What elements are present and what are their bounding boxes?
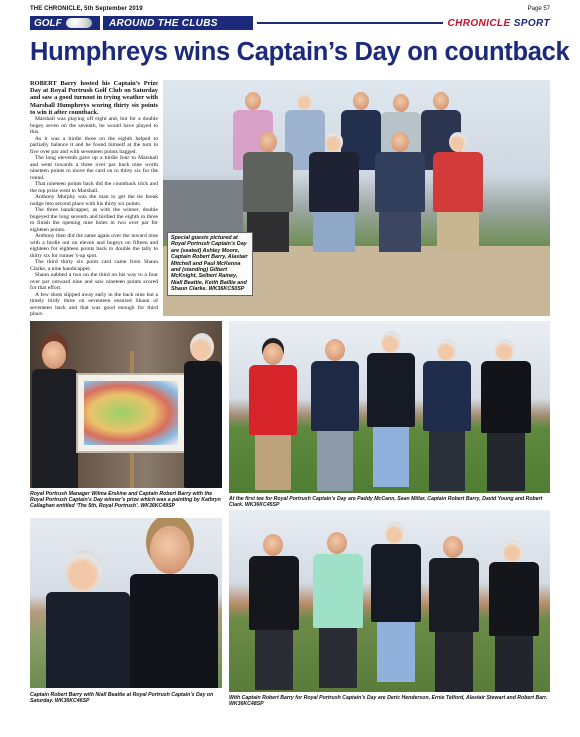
brand-word-sport: SPORT [513,17,550,29]
photo-prize-painting [30,321,222,488]
photo-caption-overlay: Special guests pictured at Royal Portrush Captain’s Day are (seated) Ashley Moore, Captain Robert Barry, Alastair Mitchell and Paul McKenna and (standing) Gilbert McKnight, Selbert Rainey, Niall Beattie, Keith Baillie and Shaun Clarke. WK36KC50SP [167,232,253,296]
golf-section-tab [30,16,100,30]
golf-tab-label: GOLF [34,17,62,29]
article-paragraph: As it was a birdie three on the eighth helped to partially balance it and he found himself at the turn in five over par and with seventeen points bagged. [30,135,158,155]
chronicle-sport-logo [447,18,550,29]
publication-date: THE CHRONICLE, 5th September 2019 [30,6,143,12]
photo-special-guests [163,80,550,316]
article-paragraph: That nineteen points back did the countback trick and the top prize went to Marshall. [30,181,158,194]
prize-painting [76,373,186,453]
article-paragraph: Anthony then did the same again over the inward nine with a birdie out on eleven and bogeys on fifteen and eighteen for eighteen points back to double the tally to thirty six for runner’s-up spot. [30,233,158,259]
brand-word-chronicle: CHRONICLE [447,17,511,29]
article-body [30,80,158,318]
article-paragraph: The long eleventh gave up a birdie four to Marshall and went towards a three over par back nine worth nineteen points to move the card on to thirty six for the round. [30,155,158,181]
page-header [30,4,550,14]
article-paragraph: The third thirty six point card came from Shaun Clarke, a nine handicapper. [30,259,158,272]
photo-caption: Captain Robert Barry with Niall Beattie at Royal Portrush Captain’s Day on Saturday. WK36KC46SP [30,692,214,705]
article-paragraph: Anthony Murphy was the man to get the tie break nudge into second place with his thirty six points. [30,194,158,207]
article-lead: ROBERT Barry hosted his Captain’s Prize Day at Royal Portrush Golf Club on Saturday and saw a good turnout in trying weather with Marshall Humphreys scoring thirty six points to win it after countback. [30,80,158,116]
article-paragraph: The three handicapper, as with the winner, double bogeyed the long seventh and birdied the eighth in three to finish the opening nine holes in two over par for eighteen points. [30,207,158,233]
around-the-clubs-banner: AROUND THE CLUBS [103,16,253,30]
photo-captain-beattie [30,518,222,688]
photo-first-tee [229,321,550,493]
photo-captain-group [229,510,550,692]
strip-rule [257,22,443,24]
photo-caption: With Captain Robert Barry for Royal Portrush Captain’s Day are Deric Henderson, Ernie Telford, Alastair Stewart and Robert Barr. WK36KC48SP [229,695,548,708]
golf-ball-icon [66,18,92,28]
article-paragraph: A few shots slipped away early in the back nine but a timely birdy three on seventeen ensured Shaun of seventeen back and that was good enough for third place. [30,291,158,318]
article-paragraph: Marshall was playing off eight and, but for a double bogey seven on the seventh, he would have played to this. [30,116,158,136]
page-title: Humphreys wins Captain’s Day on countback [30,38,570,66]
car-park [163,180,243,240]
article-paragraph: Shaun nabbed a two on the third on his way to a four over par outward nine and saw nineteen points scored for that effort. [30,272,158,292]
section-strip [30,16,550,30]
photo-caption: At the first tee for Royal Portrush Captain’s Day are Paddy McCann, Sean Millar, Captain Robert Barry, David Young and Robert Clark. WK36KC45SP [229,496,543,509]
photo-caption: Royal Portrush Manager Wilma Erskine and Captain Robert Barry with the Royal Portrush Captain’s Day winner’s prize which was a painting by Kathryn Callaghan entitled ‘The 5th, Royal Portrush’. WK36KC49SP [30,491,221,510]
page-number: Page 57 [527,6,550,12]
